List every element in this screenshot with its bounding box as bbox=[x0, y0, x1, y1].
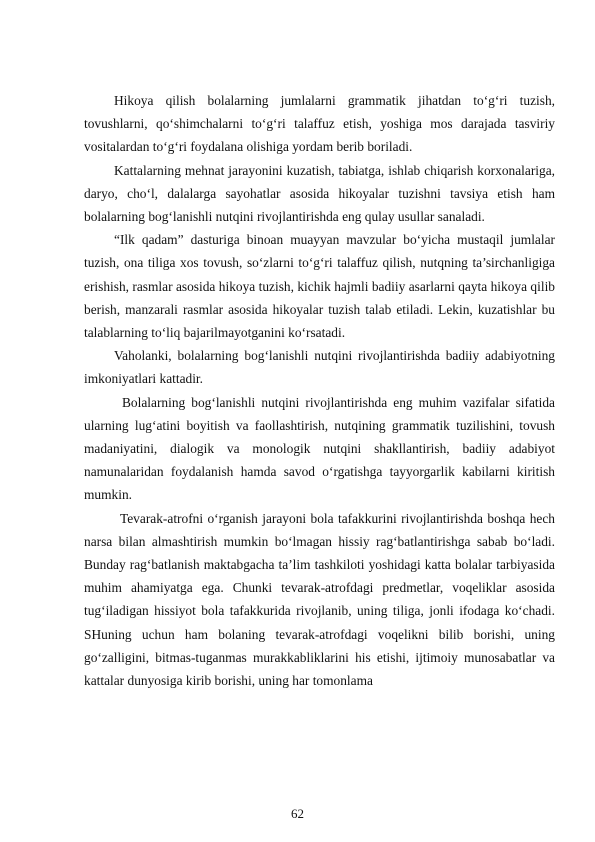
paragraph-first-step-program: “Ilk qadam” dasturiga binoan muayyan mavzular bo‘yicha mustaqil jumlalar tuzish, ona tiliga xos tovush, so‘zlarni to‘g‘ri talaffuz qilish, nutqning ta’sirchanligiga erishish, rasmlar asosida hikoya tuzish, kichik hajmli badiiy asarlarni qayta hikoya qilib berish, manzarali rasmlar asosida hikoyalar tuzish talab etiladi. Lekin, kuzatishlar bu talablarning to‘liq bajarilmayotganini ko‘rsatadi. bbox=[84, 232, 555, 341]
paragraph-environment-study: Tevarak-atrofni o‘rganish jarayoni bola tafakkurini rivojlantirishda boshqa hech narsa bilan almashtirish mumkin bo‘lmagan hissiy rag‘batlantirishga sabab bo‘ladi. Bunday rag‘batlanish maktabgacha ta’lim tashkiloti yoshidagi katta bolalar tarbiyasida muhim ahamiyatga ega. Chunki tevarak-atrofdagi predmetlar, voqeliklar asosida tug‘iladigan hissiyot bola tafakkurida rivojlanib, uning tiliga, jonli ifodaga ko‘chadi. SHuning uchun ham bolaning tevarak-atrofdagi voqelikni bilib borishi, uning go‘zalligini, bitmas-tuganmas murakkabliklarini his etishi, ijtimoiy munosabatlar va kattalar dunyosiga kirib borishi, uning har tomonlama bbox=[84, 510, 555, 689]
paragraph-observation-trips: Kattalarning mehnat jarayonini kuzatish, tabiatga, ishlab chiqarish korxonalariga, daryo, cho‘l, dalalarga sayohatlar asosida hikoyalar tuzishni tavsiya etish ham bolalarning bog‘lanishli nutqini rivojlantirishda eng qulay usullar sanaladi. bbox=[84, 162, 555, 225]
document-body bbox=[84, 89, 555, 692]
page-number: 62 bbox=[291, 806, 304, 821]
paragraph-literature-potential: Vaholanki, bolalarning bog‘lanishli nutqini rivojlantirishda badiiy adabiyotning imkoniyatlari kattadir. bbox=[84, 348, 555, 387]
paragraph-story-telling: Hikoya qilish bolalarning jumlalarni grammatik jihatdan to‘g‘ri tuzish, tovushlarni, qo‘shimchalarni to‘g‘ri talaffuz etish, yoshiga mos darajada tasviriy vositalardan to‘g‘ri foydalana olishiga yordam berib boriladi. bbox=[84, 93, 555, 155]
paragraph-main-tasks: Bolalarning bog‘lanishli nutqini rivojlantirishda eng muhim vazifalar sifatida ularning lug‘atini boyitish va faollashtirish, nutqining grammatik tuzilishini, tovush madaniyatini, dialogik va monologik nutqini shakllantirish, badiiy adabiyot namunalaridan foydalanish hamda savod o‘rgatishga tayyorgarlik kabilarni kiritish mumkin. bbox=[84, 394, 555, 503]
